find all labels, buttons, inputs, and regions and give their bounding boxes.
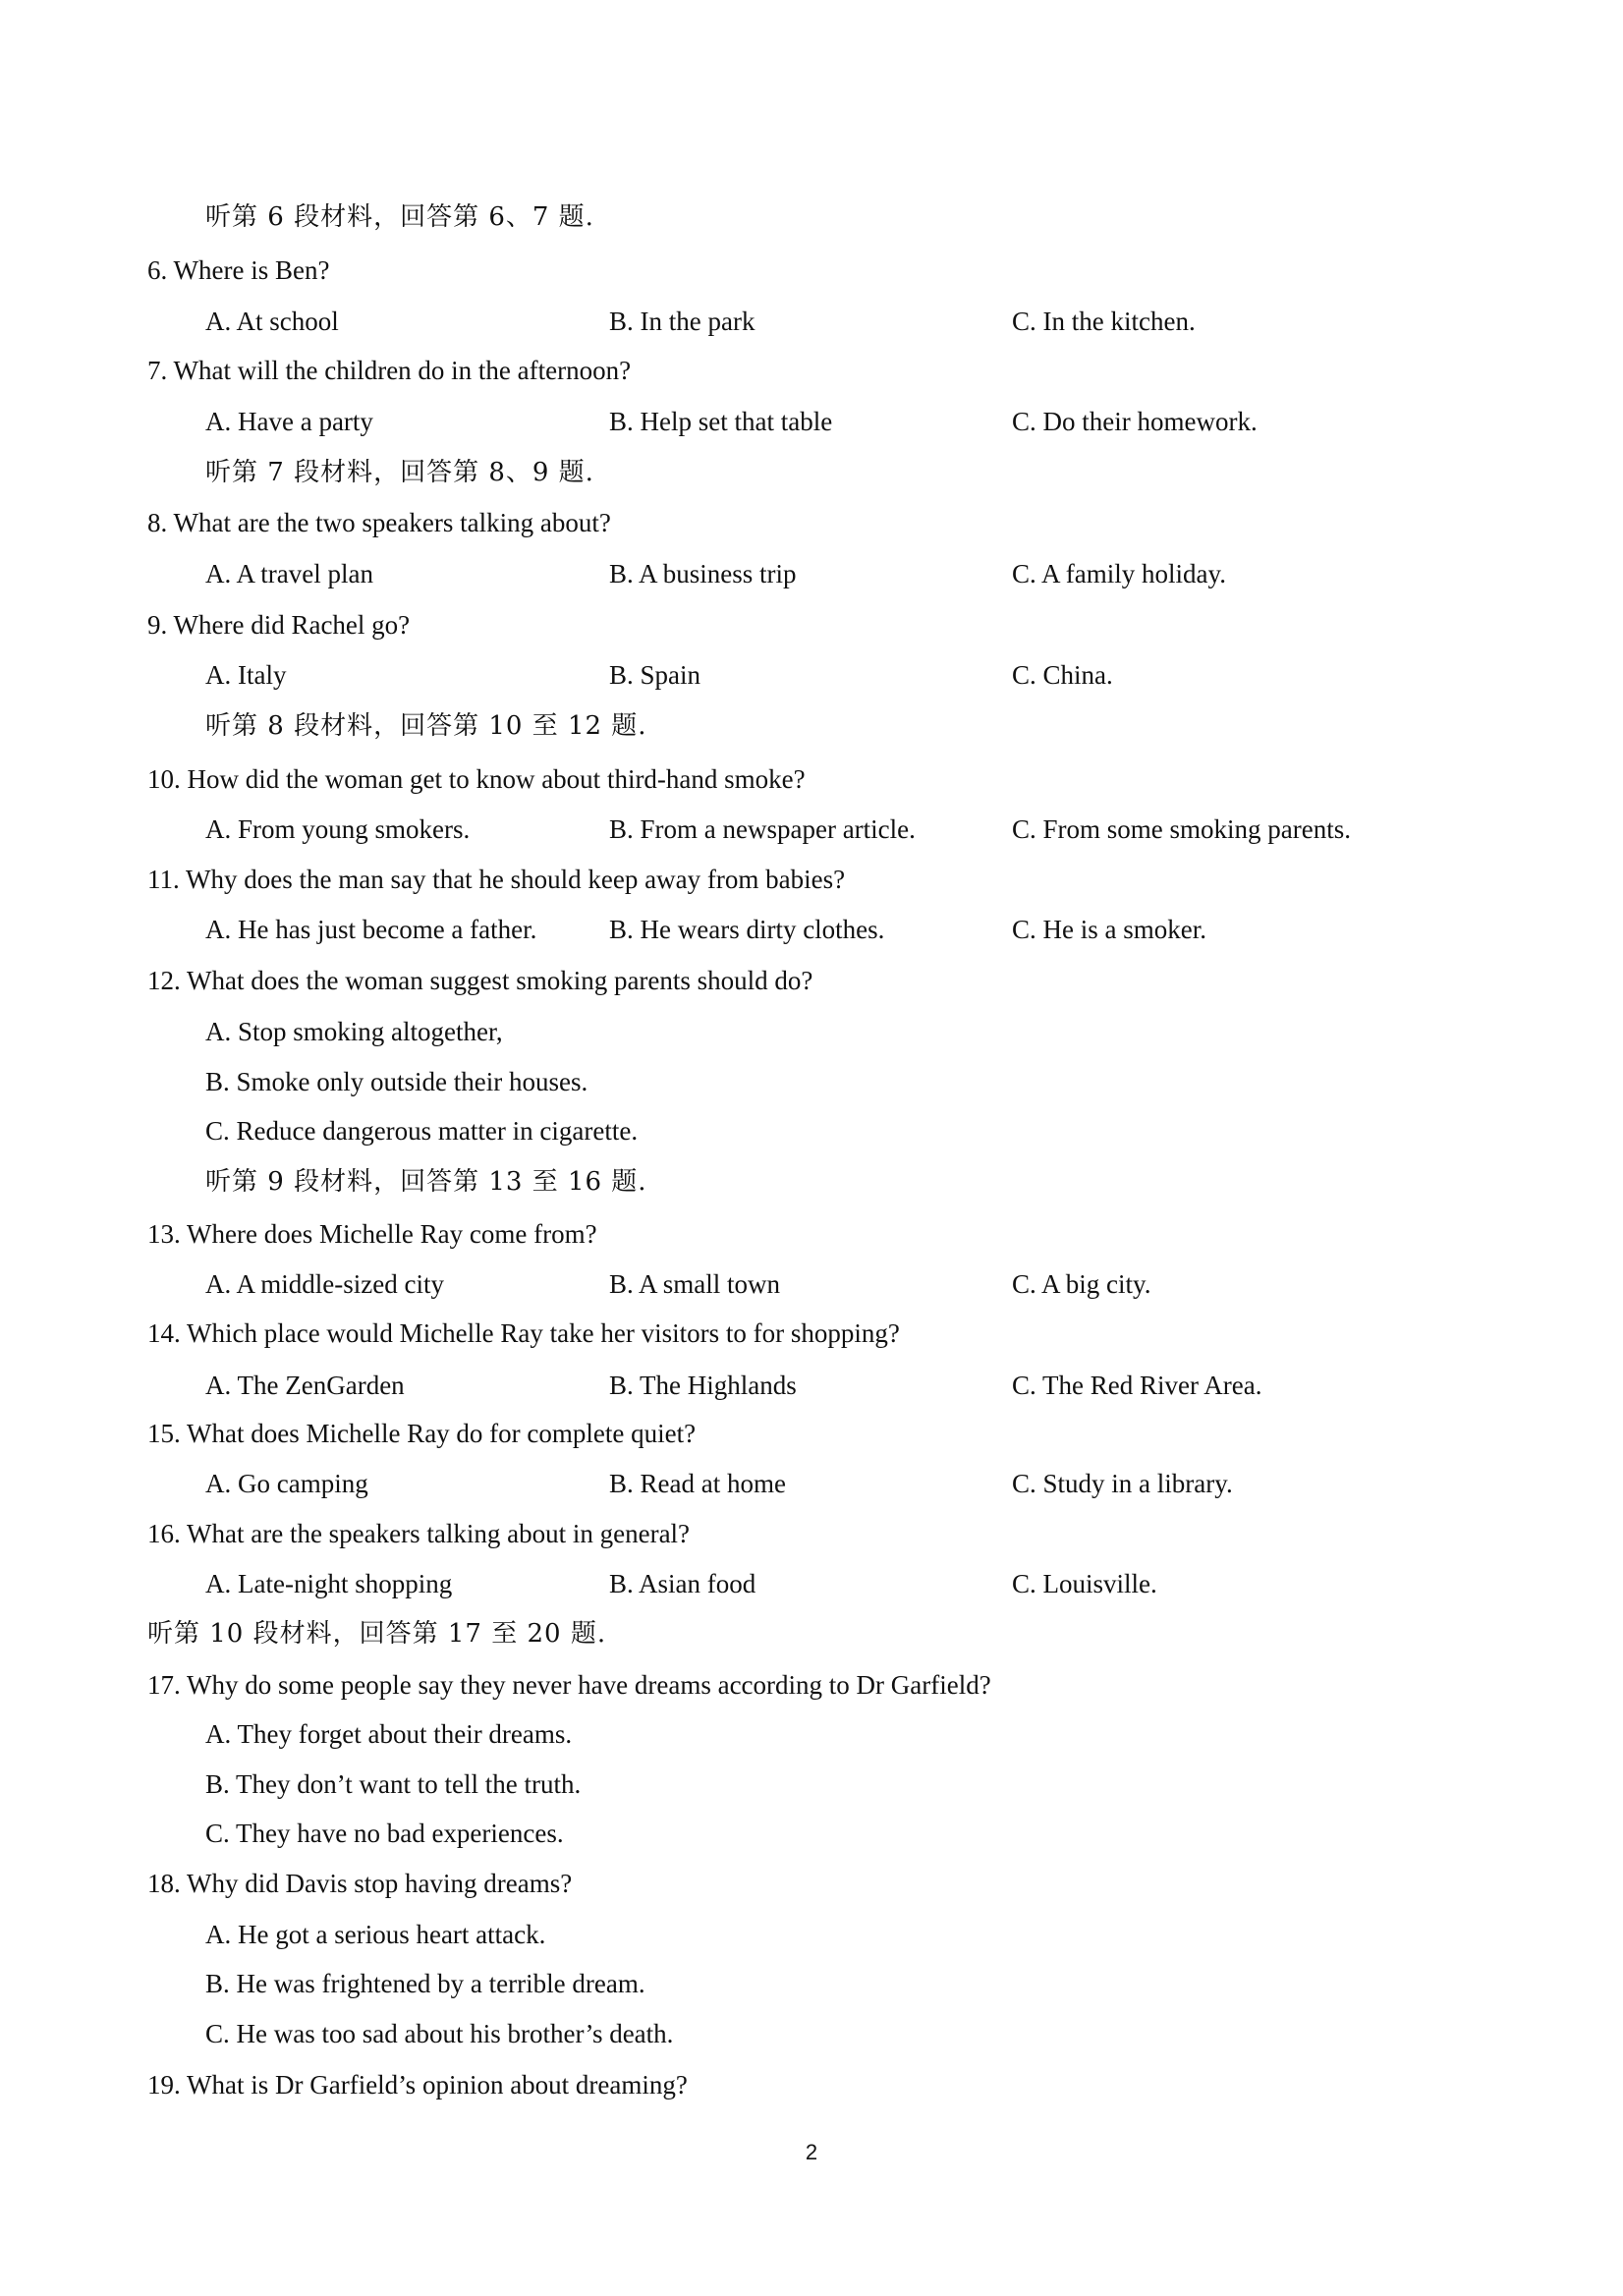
option-b: B. Read at home bbox=[609, 1469, 786, 1498]
question-line bbox=[0, 755, 1623, 804]
option-b: B. Help set that table bbox=[609, 407, 833, 436]
options-row bbox=[0, 1260, 1623, 1309]
question-text: 18. Why did Davis stop having dreams? bbox=[147, 1869, 573, 1898]
option-line bbox=[0, 1959, 1623, 2008]
question-line bbox=[0, 1209, 1623, 1259]
question-line bbox=[0, 855, 1623, 904]
section-heading bbox=[0, 448, 1623, 497]
section-heading bbox=[0, 1609, 1623, 1658]
option-text: C. Reduce dangerous matter in cigarette. bbox=[205, 1116, 639, 1146]
options-row bbox=[0, 650, 1623, 700]
option-line bbox=[0, 1809, 1623, 1858]
options-row bbox=[0, 549, 1623, 598]
option-b: B. Spain bbox=[609, 660, 701, 690]
options-row bbox=[0, 1361, 1623, 1410]
option-c: C. Louisville. bbox=[1012, 1569, 1157, 1598]
option-line bbox=[0, 1760, 1623, 1809]
option-text: A. Stop smoking altogether, bbox=[205, 1017, 503, 1046]
option-b: B. In the park bbox=[609, 307, 756, 336]
option-b: B. Asian food bbox=[609, 1569, 756, 1598]
question-text: 12. What does the woman suggest smoking parents should do? bbox=[147, 966, 813, 995]
options-row bbox=[0, 805, 1623, 854]
section-heading-text: 听第 7 段材料，回答第 8、9 题. bbox=[205, 458, 594, 487]
page-number: 2 bbox=[805, 2140, 818, 2164]
question-line bbox=[0, 346, 1623, 395]
question-line bbox=[0, 498, 1623, 547]
options-row bbox=[0, 297, 1623, 346]
option-c: C. A family holiday. bbox=[1012, 559, 1226, 588]
option-text: C. He was too sad about his brother’s death. bbox=[205, 2019, 674, 2048]
section-heading bbox=[0, 193, 1623, 242]
option-c: C. In the kitchen. bbox=[1012, 307, 1196, 336]
option-c: C. The Red River Area. bbox=[1012, 1371, 1262, 1400]
option-c: C. Study in a library. bbox=[1012, 1469, 1233, 1498]
question-line bbox=[0, 1309, 1623, 1358]
option-line bbox=[0, 1007, 1623, 1056]
section-heading bbox=[0, 701, 1623, 751]
question-text: 17. Why do some people say they never have dreams according to Dr Garfield? bbox=[147, 1670, 991, 1700]
option-a: A. Have a party bbox=[205, 407, 373, 436]
options-row bbox=[0, 1559, 1623, 1608]
section-heading bbox=[0, 1157, 1623, 1206]
question-text: 6. Where is Ben? bbox=[147, 255, 330, 285]
option-b: B. From a newspaper article. bbox=[609, 814, 916, 844]
option-c: C. From some smoking parents. bbox=[1012, 814, 1351, 844]
option-text: A. He got a serious heart attack. bbox=[205, 1920, 546, 1949]
question-line bbox=[0, 956, 1623, 1005]
section-heading-text: 听第 8 段材料，回答第 10 至 12 题. bbox=[205, 711, 647, 741]
question-text: 7. What will the children do in the afternoon? bbox=[147, 356, 632, 385]
option-a: A. Italy bbox=[205, 660, 287, 690]
option-a: A. Late-night shopping bbox=[205, 1569, 453, 1598]
option-a: A. A middle-sized city bbox=[205, 1269, 444, 1299]
option-b: B. He wears dirty clothes. bbox=[609, 915, 885, 944]
question-text: 11. Why does the man say that he should keep away from babies? bbox=[147, 865, 846, 894]
option-text: C. They have no bad experiences. bbox=[205, 1819, 564, 1848]
section-heading-text: 听第 10 段材料，回答第 17 至 20 题. bbox=[147, 1619, 607, 1649]
question-text: 10. How did the woman get to know about third-hand smoke? bbox=[147, 764, 806, 794]
question-line bbox=[0, 2060, 1623, 2109]
options-row bbox=[0, 397, 1623, 446]
question-line bbox=[0, 1859, 1623, 1908]
option-c: C. China. bbox=[1012, 660, 1113, 690]
option-b: B. A small town bbox=[609, 1269, 781, 1299]
question-line bbox=[0, 600, 1623, 649]
option-b: B. A business trip bbox=[609, 559, 797, 588]
question-text: 19. What is Dr Garfield’s opinion about dreaming? bbox=[147, 2070, 688, 2100]
section-heading-text: 听第 6 段材料，回答第 6、7 题. bbox=[205, 202, 594, 232]
question-text: 14. Which place would Michelle Ray take her visitors to for shopping? bbox=[147, 1318, 900, 1348]
option-a: A. A travel plan bbox=[205, 559, 373, 588]
option-line bbox=[0, 2009, 1623, 2058]
option-line bbox=[0, 1709, 1623, 1759]
option-a: A. From young smokers. bbox=[205, 814, 471, 844]
question-line bbox=[0, 1509, 1623, 1558]
option-text: B. Smoke only outside their houses. bbox=[205, 1067, 588, 1096]
option-b: B. The Highlands bbox=[609, 1371, 797, 1400]
section-heading-text: 听第 9 段材料，回答第 13 至 16 题. bbox=[205, 1167, 647, 1197]
question-line bbox=[0, 1409, 1623, 1458]
question-text: 9. Where did Rachel go? bbox=[147, 610, 411, 640]
option-line bbox=[0, 1057, 1623, 1106]
option-c: C. Do their homework. bbox=[1012, 407, 1258, 436]
question-line bbox=[0, 1660, 1623, 1709]
question-text: 15. What does Michelle Ray do for complete quiet? bbox=[147, 1419, 697, 1448]
option-a: A. Go camping bbox=[205, 1469, 368, 1498]
option-a: A. The ZenGarden bbox=[205, 1371, 405, 1400]
options-row bbox=[0, 905, 1623, 954]
option-line bbox=[0, 1910, 1623, 1959]
option-text: B. He was frightened by a terrible dream. bbox=[205, 1969, 645, 1998]
question-text: 13. Where does Michelle Ray come from? bbox=[147, 1219, 597, 1249]
options-row bbox=[0, 1459, 1623, 1508]
question-text: 16. What are the speakers talking about in general? bbox=[147, 1519, 691, 1548]
option-a: A. At school bbox=[205, 307, 339, 336]
option-c: C. He is a smoker. bbox=[1012, 915, 1206, 944]
question-line bbox=[0, 246, 1623, 295]
option-c: C. A big city. bbox=[1012, 1269, 1151, 1299]
option-text: A. They forget about their dreams. bbox=[205, 1719, 573, 1749]
option-a: A. He has just become a father. bbox=[205, 915, 537, 944]
question-text: 8. What are the two speakers talking about? bbox=[147, 508, 611, 537]
option-text: B. They don’t want to tell the truth. bbox=[205, 1769, 582, 1799]
option-line bbox=[0, 1106, 1623, 1155]
